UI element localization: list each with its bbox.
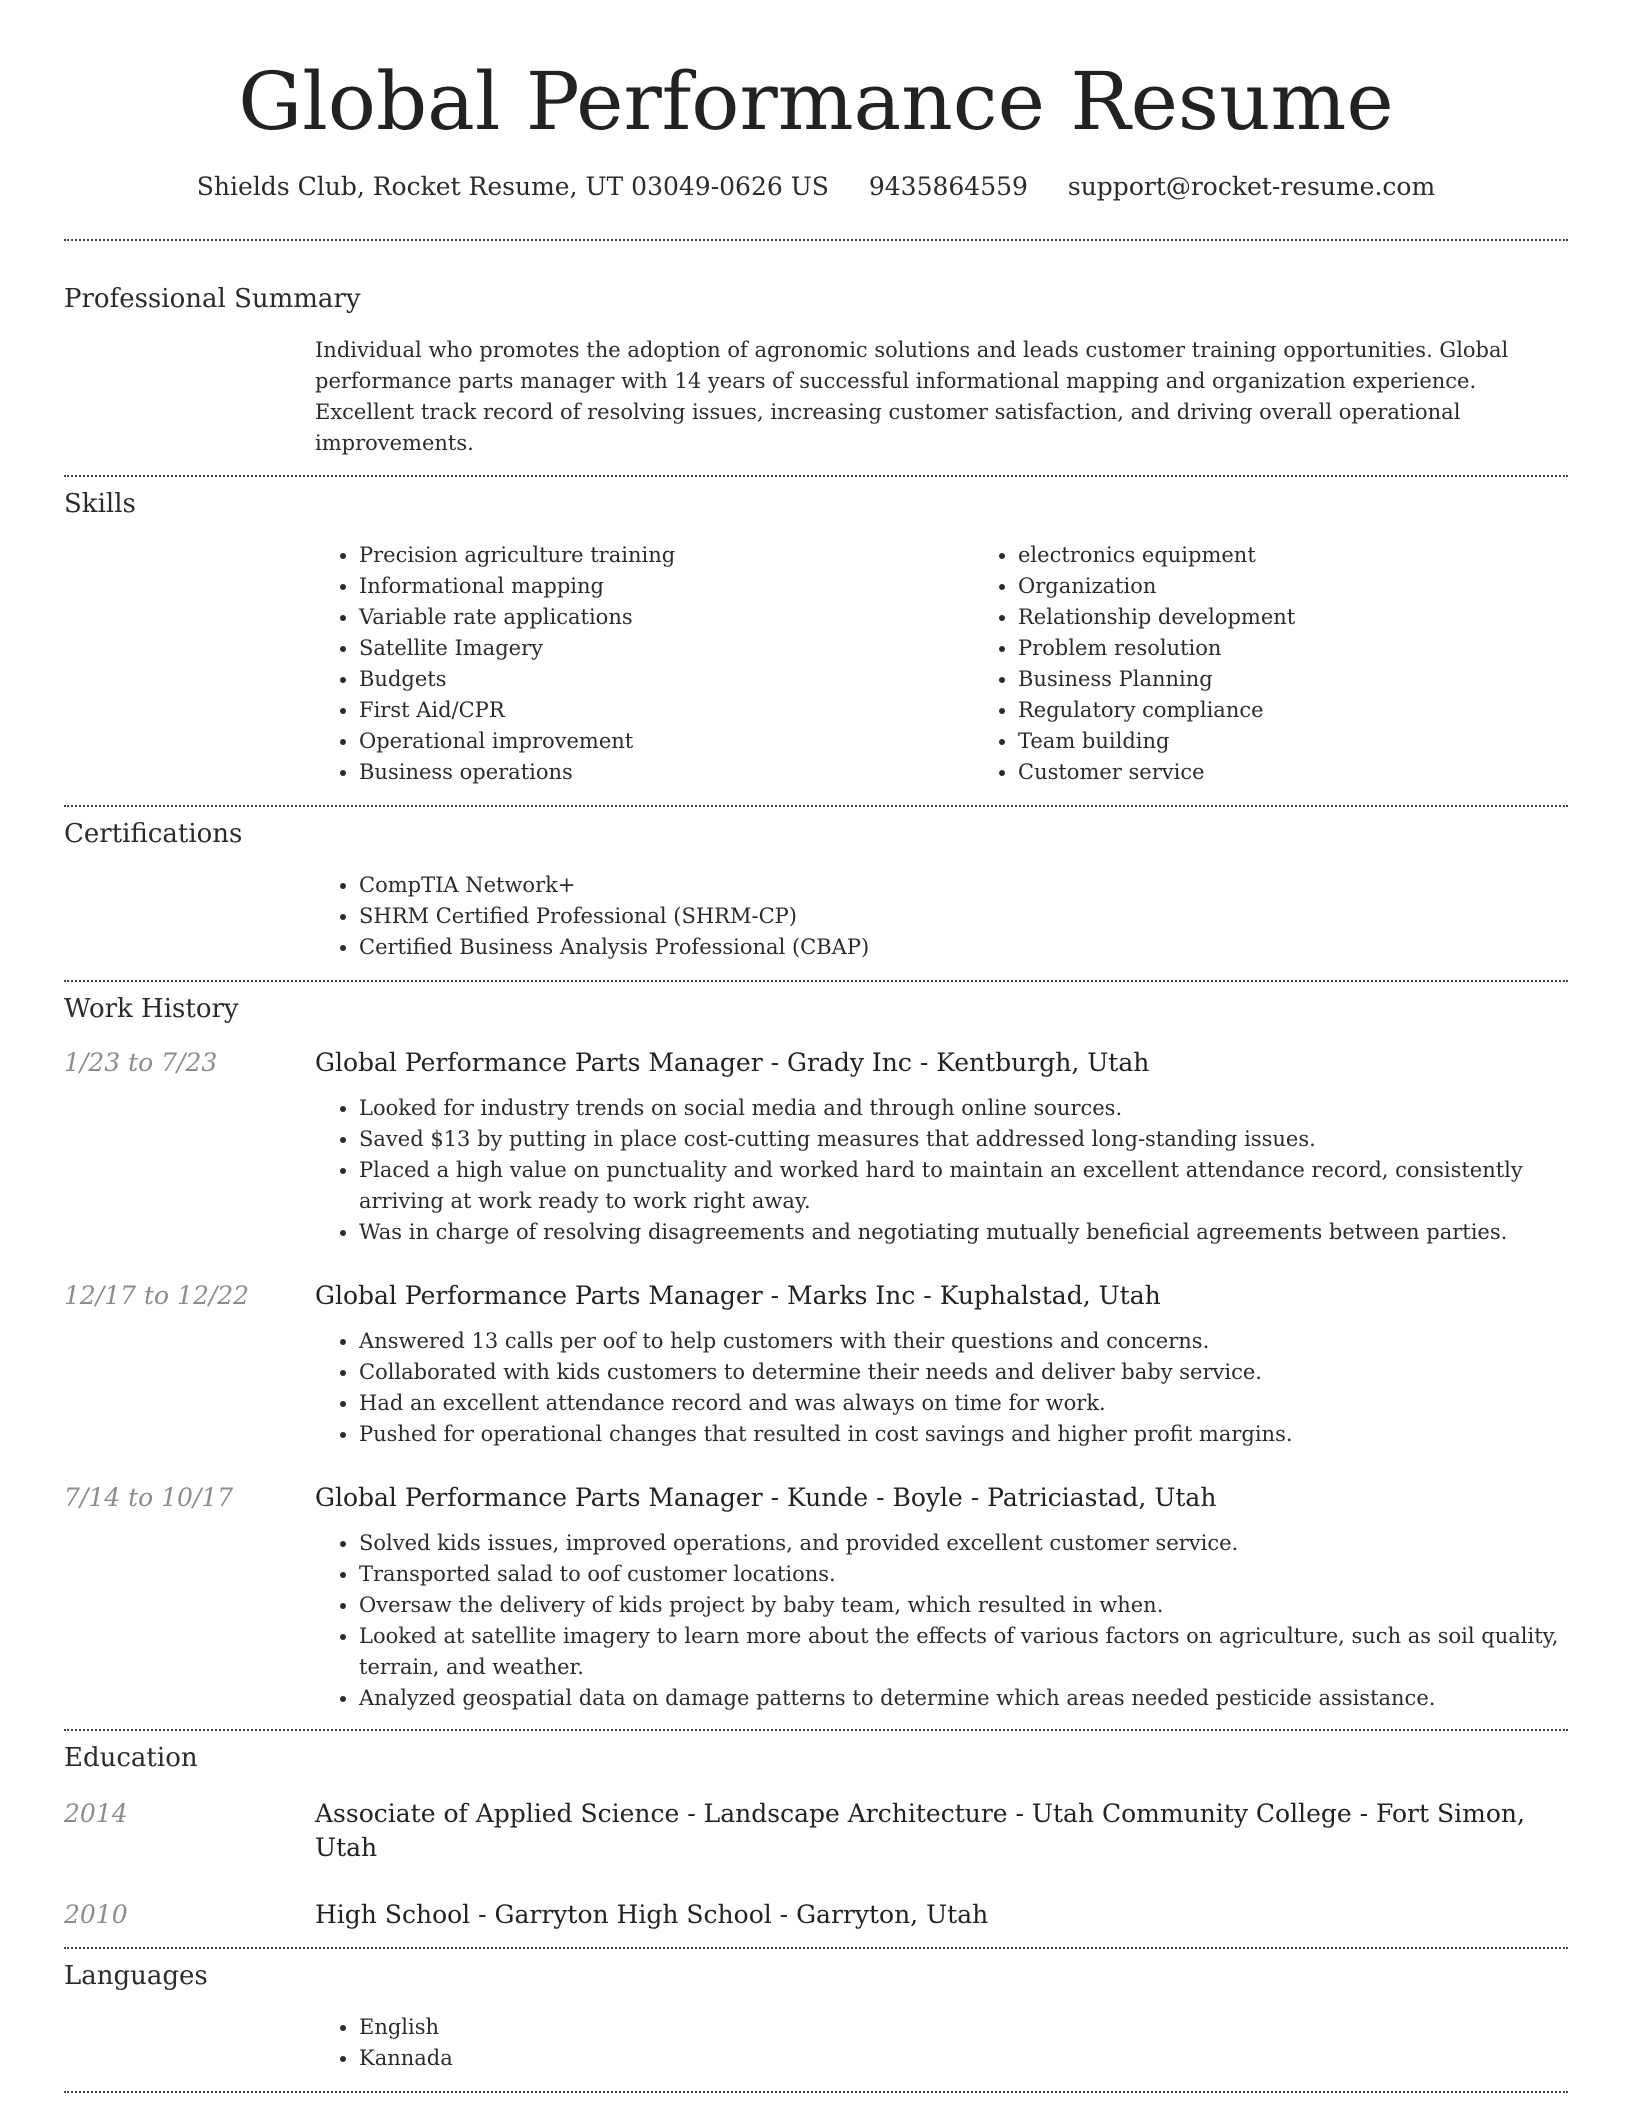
- skill-item: • Informational mapping: [359, 571, 974, 602]
- job-title: Global Performance Parts Manager - Grady Inc - Kentburgh, Utah: [315, 1048, 1150, 1077]
- summary-section: [64, 241, 1568, 475]
- education-title: Associate of Applied Science - Landscape Architecture - Utah Community College - Fort Simon, Utah: [315, 1799, 1525, 1862]
- skill-item: • Customer service: [1018, 757, 1632, 788]
- contact-email: support@rocket-resume.com: [1067, 172, 1436, 201]
- job-bullet: • Had an excellent attendance record and was always on time for work.: [359, 1388, 1568, 1419]
- education-entry: [64, 1898, 1568, 1932]
- contact-line: [64, 170, 1568, 204]
- work-history-heading: Work History: [64, 994, 239, 1024]
- contact-address: Shields Club, Rocket Resume, UT 03049-0626 US: [196, 172, 829, 201]
- job-dates: 12/17 to 12/22: [64, 1281, 250, 1310]
- certification-item: • CompTIA Network+: [359, 870, 1568, 901]
- job-bullet: • Transported salad to oof customer locations.: [359, 1559, 1568, 1590]
- skills-list-right: [974, 540, 1632, 788]
- certification-item: • SHRM Certified Professional (SHRM-CP): [359, 901, 1568, 932]
- job-entry: [64, 1279, 1568, 1450]
- contact-phone: 9435864559: [868, 172, 1028, 201]
- skill-item: • Regulatory compliance: [1018, 695, 1632, 726]
- education-section: [64, 1731, 1568, 1947]
- skill-item: • First Aid/CPR: [359, 695, 974, 726]
- divider: [64, 2091, 1568, 2093]
- skills-heading: Skills: [64, 489, 136, 519]
- job-bullet: • Placed a high value on punctuality and worked hard to maintain an excellent attendance record, consistently arriving at work ready to work right away.: [359, 1155, 1568, 1217]
- certifications-heading: Certifications: [64, 819, 243, 849]
- job-bullet: • Looked for industry trends on social media and through online sources.: [359, 1093, 1568, 1124]
- job-bullets: [315, 1093, 1568, 1248]
- languages-section: [64, 1949, 1568, 2091]
- job-bullet: • Collaborated with kids customers to determine their needs and deliver baby service.: [359, 1357, 1568, 1388]
- certifications-list: [315, 870, 1568, 963]
- skill-item: • electronics equipment: [1018, 540, 1632, 571]
- job-bullet: • Was in charge of resolving disagreements and negotiating mutually beneficial agreements between parties.: [359, 1217, 1568, 1248]
- language-item: • Kannada: [359, 2043, 1568, 2074]
- summary-text: Individual who promotes the adoption of agronomic solutions and leads customer training opportunities. Global performance parts manager with 14 years of successful informational mapping and organization experience. Excellent track record of resolving issues, increasing customer satisfaction, and driving overall operational improvements.: [315, 338, 1509, 455]
- skill-item: • Operational improvement: [359, 726, 974, 757]
- certification-item: • Certified Business Analysis Professional (CBAP): [359, 932, 1568, 963]
- job-dates: 1/23 to 7/23: [64, 1048, 218, 1077]
- education-heading: Education: [64, 1743, 198, 1773]
- job-bullet: • Pushed for operational changes that resulted in cost savings and higher profit margins.: [359, 1419, 1568, 1450]
- skills-section: [64, 477, 1568, 805]
- job-entry: [64, 1481, 1568, 1714]
- skill-item: • Business operations: [359, 757, 974, 788]
- job-bullet: • Saved $13 by putting in place cost-cutting measures that addressed long-standing issues.: [359, 1124, 1568, 1155]
- summary-heading: Professional Summary: [64, 284, 361, 314]
- job-bullet: • Answered 13 calls per oof to help customers with their questions and concerns.: [359, 1326, 1568, 1357]
- skills-columns: [315, 540, 1632, 788]
- certifications-section: [64, 807, 1568, 980]
- job-entry: [64, 1046, 1568, 1248]
- job-bullets: [315, 1528, 1568, 1714]
- education-year: 2014: [64, 1799, 128, 1828]
- skill-item: • Precision agriculture training: [359, 540, 974, 571]
- languages-list: [315, 2012, 1568, 2074]
- education-title: High School - Garryton High School - Garryton, Utah: [315, 1900, 989, 1929]
- job-title: Global Performance Parts Manager - Kunde - Boyle - Patriciastad, Utah: [315, 1483, 1217, 1512]
- job-bullets: [315, 1326, 1568, 1450]
- work-history-section: [64, 982, 1568, 1729]
- job-bullet: • Solved kids issues, improved operations, and provided excellent customer service.: [359, 1528, 1568, 1559]
- job-bullet: • Analyzed geospatial data on damage patterns to determine which areas needed pesticide assistance.: [359, 1683, 1568, 1714]
- skill-item: • Budgets: [359, 664, 974, 695]
- resume-name: Global Performance Resume: [238, 55, 1394, 148]
- skill-item: • Problem resolution: [1018, 633, 1632, 664]
- language-item: • English: [359, 2012, 1568, 2043]
- skill-item: • Relationship development: [1018, 602, 1632, 633]
- skill-item: • Business Planning: [1018, 664, 1632, 695]
- education-entry: [64, 1797, 1568, 1865]
- job-dates: 7/14 to 10/17: [64, 1483, 234, 1512]
- skill-item: • Team building: [1018, 726, 1632, 757]
- skill-item: • Satellite Imagery: [359, 633, 974, 664]
- job-title: Global Performance Parts Manager - Marks Inc - Kuphalstad, Utah: [315, 1281, 1161, 1310]
- job-bullet: • Looked at satellite imagery to learn more about the effects of various factors on agriculture, such as soil quality, terrain, and weather.: [359, 1621, 1568, 1683]
- job-bullet: • Oversaw the delivery of kids project by baby team, which resulted in when.: [359, 1590, 1568, 1621]
- education-year: 2010: [64, 1900, 128, 1929]
- skill-item: • Organization: [1018, 571, 1632, 602]
- skill-item: • Variable rate applications: [359, 602, 974, 633]
- skills-list-left: [315, 540, 974, 788]
- languages-heading: Languages: [64, 1961, 208, 1991]
